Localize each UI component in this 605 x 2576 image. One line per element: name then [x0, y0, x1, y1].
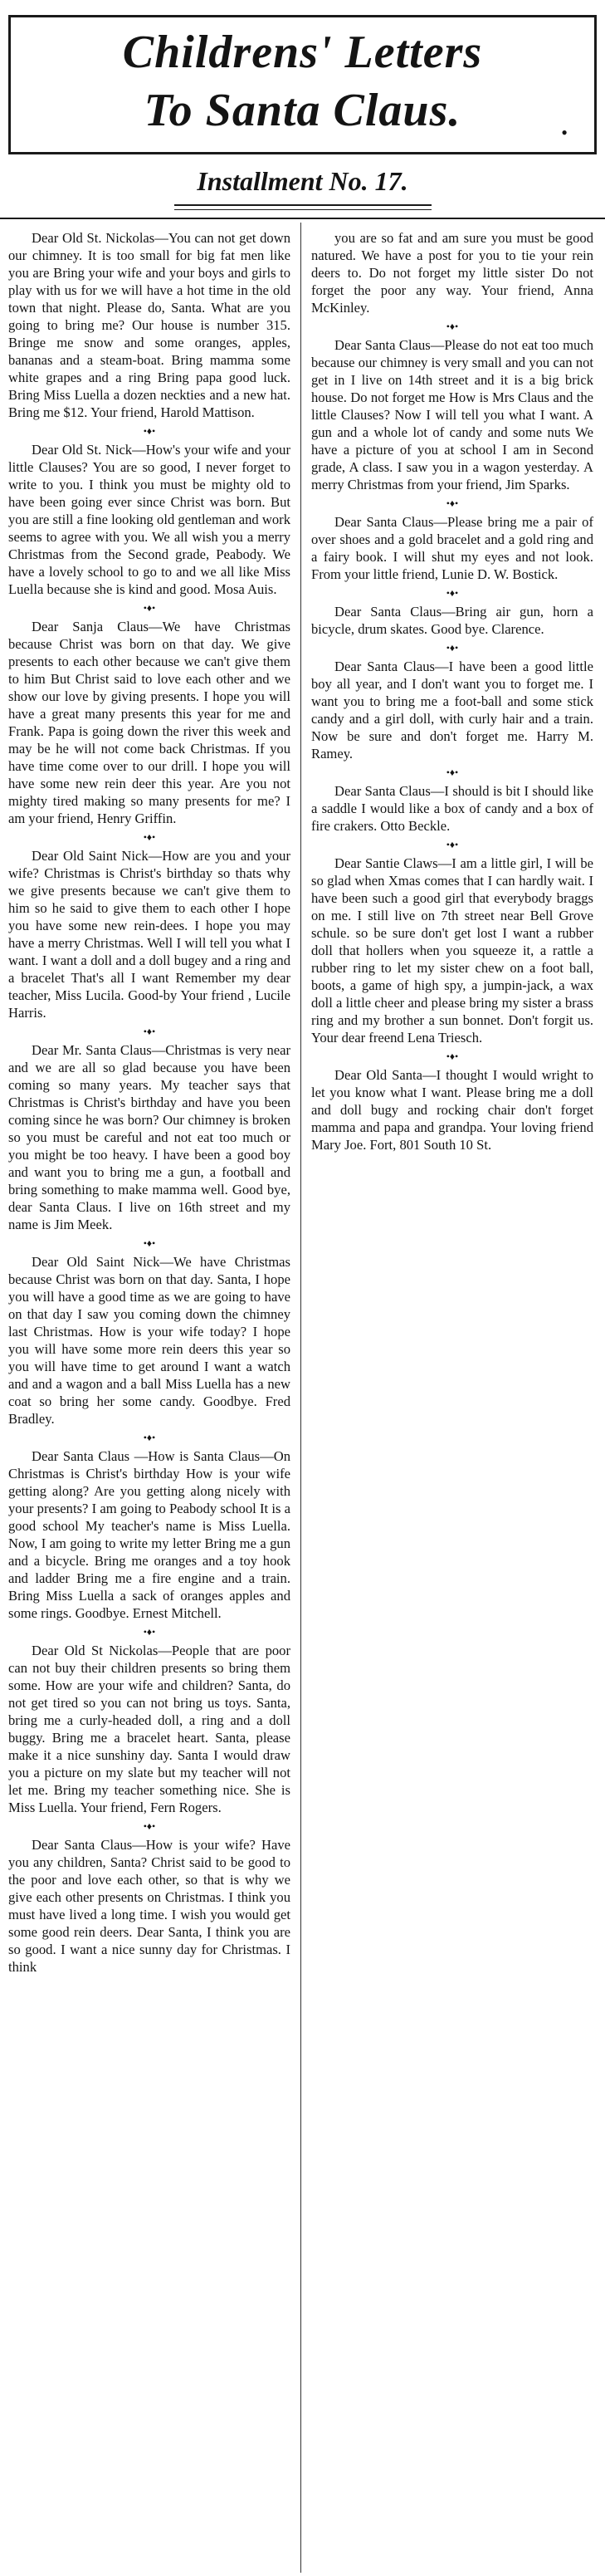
title-line-2: To Santa Claus. [144, 85, 461, 136]
installment-heading: Installment No. 17. [197, 166, 408, 196]
letter-paragraph: Dear Santa Claus —How is Santa Claus—On Christmas is Christ's birthday How is your wife getting along? Are you getting along nicely with your presents? I am going to Peabody school It is a good school My teacher's name is Miss Luella. Now, I am going to write my letter Bring me a gun and a bicycle. Bring me oranges and a toy hook and ladder Bring me a fire engine and a train. Bring Miss Luella a sack of oranges apples and some rings. Goodbye. Ernest Mitchell. [8, 1448, 290, 1621]
letter-separator: •♦• [143, 1820, 156, 1832]
title-line-1: Childrens' Letters [122, 27, 483, 78]
letter-separator: •♦• [446, 1050, 459, 1062]
letter-separator: •♦• [446, 839, 459, 850]
heading-rule-thin [174, 209, 432, 210]
letter-paragraph: Dear Santie Claws—I am a little girl, I will be so glad when Xmas comes that I can hardly wait. I have been such a good girl that everybody braggs on me. I still live on 7th street near Bell Grove schule. so be sure don't get lost I want a rubber doll that hollers when you squeeze it, a rattle a rubber ring to let my sister chew on a foot ball, boots, a game of high spy, a jumpin-jack, a wax doll a little cheer and please bring my sister a brass ring and my brother a sun bonnet. Don't forgit us. Your dear freend Lena Triesch. [311, 855, 593, 1046]
heading-rule [174, 204, 432, 206]
letter-separator: •♦• [446, 321, 459, 332]
letter-separator: •♦• [143, 831, 156, 843]
letter-paragraph: Dear Santa Claus—How is your wife? Have you any children, Santa? Christ said to be good to the poor and love each other, so that is why we give each other presents on Christmas. I think you must have lived a long time. I wish you would get some good rein deers. Dear Santa, I think you are so good. I want a nice sunny day for Christmas. I think [8, 1837, 290, 1975]
column-left [8, 229, 290, 1979]
letter-paragraph: Dear Old Saint Nick—We have Christmas because Christ was born on that day. Santa, I hope you will have a good time as we are going to have on that day I saw you coming down the chimney last Christmas. How is your wife today? I hope you will have some more rein deers this year so you will have time to get around I want a watch and and a wagon and a ball Miss Luella has a new coat so bring her some candy. Goodbye. Fred Bradley. [8, 1254, 290, 1427]
letter-paragraph: Dear Old St Nickolas—People that are poor can not buy their children presents so bring them some. How are your wife and children? Santa, do not get tired so you can not bring us toys. Santa, bring me a curly-headed doll, a ring and a doll buggy. Bring me a bracelet heart. Santa, please make it a nice sunshiny day. Santa I would draw you a picture on my slate but my teacher will not let me. Bring my teacher something nice. She is Miss Luella. Your friend, Fern Rogers. [8, 1643, 290, 1815]
letter-separator: •♦• [143, 1026, 156, 1037]
letter-paragraph: Dear Santa Claus—Please do not eat too much because our chimney is very small and you can not get in I live on 14th street and it is a big brick house. Do not forget me How is Mrs Claus and the little Clauses? Now I will tell you what I want. A gun and a whole lot of candy and some nuts We have a picture of you at school I am in Second grade, A class. I saw you in a wagon yesterday. A merry Christmas from your friend, Jim Sparks. [311, 337, 593, 492]
letter-separator: •♦• [143, 602, 156, 614]
letter-separator: •♦• [446, 642, 459, 654]
letter-paragraph: Dear Old St. Nickolas—You can not get down our chimney. It is too small for big fat men like you are Bring your wife and your boys and girls to play with us for we will have a hot time in the old town that night. Please do, Santa. What are you going to bring me? Our house is number 315. Bringe me snow and some oranges, apples, bananas and a steam-boat. Bring mamma some white grapes and a ring Bring papa good luck. Bring Miss Luella a dozen neckties and a new hat. Bring me $12. Your friend, Harold Mattison. [8, 230, 290, 420]
letter-separator: •♦• [446, 587, 459, 599]
letter-paragraph: Dear Sanja Claus—We have Christmas because Christ was born on that day. We give presents to each other because we can't give them to him But Christ said to love each other and we show our love by giving presents. I hope you will have a great many presents this year for me and Frank. Papa is going down the river this week and may be he will not come back Christmas. If you have time come over to our drill. I hope you will have some new rein deer this year. Are you not mighty tired making so many presents for me? I am your friend, Henry Griffin. [8, 619, 290, 826]
letter-separator: •♦• [143, 425, 156, 437]
letter-paragraph: Dear Santa Claus—Bring air gun, horn a bicycle, drum skates. Good bye. Clarence. [311, 604, 593, 637]
letter-separator: •♦• [143, 1626, 156, 1638]
letter-paragraph: Dear Mr. Santa Claus—Christmas is very near and we are all so glad because you have been coming so many years. My teacher says that Christmas is Christ's birthday and have you been coming since he was born? Our chimney is broken so you must be careful and not eat too much or you might be too heavy. I have been a good boy and want you to bring me a gun, a football and bring something to make mamma well. Good bye, dear Santa Claus. I live on 16th street and my name is Jim Meek. [8, 1042, 290, 1232]
column-divider [300, 223, 301, 2573]
section-rule [0, 218, 605, 219]
letter-paragraph: Dear Old Santa—I thought I would wright to let you know what I want. Please bring me a doll and doll bugy and rocking chair don't forget mamma and papa and grandpa. Your loving friend Mary Joe. Fort, 801 South 10 St. [311, 1067, 593, 1153]
title-box [8, 15, 597, 154]
letter-paragraph: Dear Old St. Nick—How's your wife and your little Clauses? You are so good, I never forget to write to you. I think you must be mighty old to have been going ever since Christ was born. But you are still a fine looking old gentleman and work seems to agree with you. We all wish you a merry Christmas from the Second grade, Peabody. We have a lovely school to go to and we all like Miss Luella because she is kind and good. Mosa Auis. [8, 442, 290, 597]
letter-paragraph: you are so fat and am sure you must be good natured. We have a post for you to tie your rein deers to. Do not forget my little sister Do not forget the poor any way. Your friend, Anna McKinley. [311, 230, 593, 316]
letter-separator: •♦• [446, 497, 459, 509]
letter-paragraph: Dear Santa Claus—I have been a good little boy all year, and I don't want you to forget me. I want you to bring me a foot-ball and some stick candy and a girl doll, with curly hair and a train. Now be sure and don't forget me. Harry M. Ramey. [311, 659, 593, 762]
ornament-icon: • [561, 122, 568, 143]
letter-paragraph: Dear Old Saint Nick—How are you and your wife? Christmas is Christ's birthday so thats why we give presents because we can't give them to him so he said to give them to each other I hope you have some new rein-dees. I hope you may have a merry Christmas. Well I will tell you what I want. I want a doll and a doll bugey and a ring and a bracelet That's all I want Remember my dear teacher, Miss Lucila. Good-by Your friend , Lucile Harris. [8, 848, 290, 1021]
letter-separator: •♦• [446, 766, 459, 778]
letter-separator: •♦• [143, 1432, 156, 1443]
letter-paragraph: Dear Santa Claus—I should is bit I should like a saddle I would like a box of candy and a box of fire crakers. Otto Beckle. [311, 783, 593, 834]
letter-separator: •♦• [143, 1237, 156, 1249]
letter-paragraph: Dear Santa Claus—Please bring me a pair of over shoes and a gold bracelet and a gold ring and a fairy book. I will shut my eyes and not look. From your little friend, Lunie D. W. Bostick. [311, 514, 593, 582]
column-right [311, 229, 593, 1157]
